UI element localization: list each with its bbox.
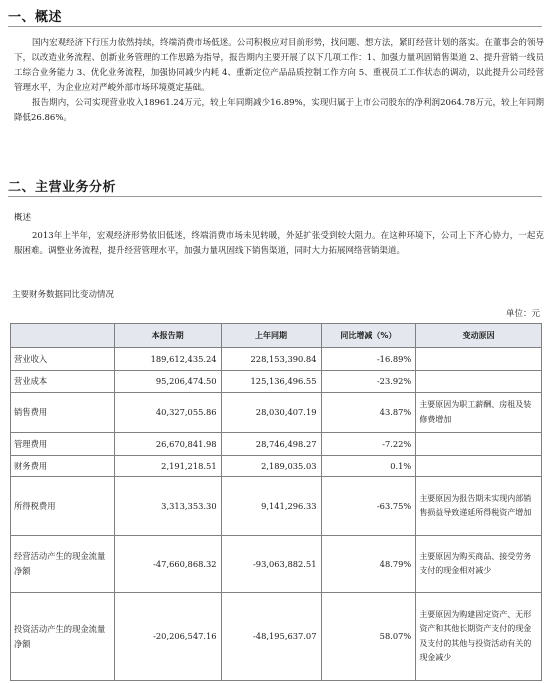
row-item: 所得税费用 bbox=[11, 477, 115, 536]
row-item: 管理费用 bbox=[11, 433, 115, 456]
row-item: 营业成本 bbox=[11, 371, 115, 393]
row-previous: 28,746,498.27 bbox=[221, 433, 321, 456]
row-item: 销售费用 bbox=[11, 393, 115, 433]
row-reason: 主要原因为购买商品、接受劳务支付的现金相对减少 bbox=[416, 536, 542, 593]
overview-paragraph: 国内宏观经济下行压力依然持续，终端消费市场低迷。公司积极应对目前形势，找问题、想方法，紧盯经营计划的落实。在董事会的领导下，以改造业务流程、创新业务管理的工作思路为指导，报告期内主要开展了以下几项工作：1、加强力量巩固销售渠道 2、提升营销一线员工综合业务能力 3、优化业务流程，加强协同减少内耗 4、重新定位产品品质控制工作方向 5、重视员工工作状态的调动，以此提升公司经营管理水平，为企业应对严峻外部市场环境奠定基础。 bbox=[14, 38, 544, 93]
table-row bbox=[11, 536, 542, 593]
row-reason bbox=[416, 433, 542, 456]
row-previous: -48,195,637.07 bbox=[221, 593, 321, 681]
row-previous: 28,030,407.19 bbox=[221, 393, 321, 433]
row-change: 48.79% bbox=[321, 536, 416, 593]
row-previous: 2,189,035.03 bbox=[221, 456, 321, 477]
row-item: 经营活动产生的现金流量净额 bbox=[11, 536, 115, 593]
section2-divider bbox=[8, 196, 542, 197]
row-current: -20,206,547.16 bbox=[114, 593, 221, 681]
table-row bbox=[11, 456, 542, 477]
row-change: -23.92% bbox=[321, 371, 416, 393]
table-row bbox=[11, 433, 542, 456]
header-previous-period: 上年同期 bbox=[221, 324, 321, 348]
row-current: 26,670,841.98 bbox=[114, 433, 221, 456]
unit-label: 单位：元 bbox=[505, 309, 540, 319]
results-paragraph: 报告期内，公司实现营业收入18961.24万元，较上年同期减少16.89%，实现归属于上市公司股东的净利润2064.78万元，较上年同期降低26.86%。 bbox=[14, 98, 544, 123]
row-change: -63.75% bbox=[321, 477, 416, 536]
row-item: 投资活动产生的现金流量净额 bbox=[11, 593, 115, 681]
business-overview-paragraph: 2013年上半年，宏观经济形势依旧低迷，终端消费市场未见转暖，外延扩张受到较大阻力。在这种环境下，公司上下齐心协力，一起克服困难。调整业务流程，提升经营管理水平，加强力量巩固线下销售渠道，同时大力拓展网络营销渠道。 bbox=[14, 231, 544, 256]
financial-change-table bbox=[10, 323, 542, 681]
row-previous: 125,136,496.55 bbox=[221, 371, 321, 393]
header-change-percent: 同比增减（%） bbox=[321, 324, 416, 348]
row-item: 财务费用 bbox=[11, 456, 115, 477]
row-reason: 主要原因为购建固定资产、无形资产和其他长期资产支付的现金及支付的其他与投资活动有关的现金减少 bbox=[416, 593, 542, 681]
table-row bbox=[11, 348, 542, 371]
row-reason bbox=[416, 348, 542, 371]
row-change: -16.89% bbox=[321, 348, 416, 371]
table-row bbox=[11, 393, 542, 433]
row-current: -47,660,868.32 bbox=[114, 536, 221, 593]
row-change: 58.07% bbox=[321, 593, 416, 681]
row-previous: 9,141,296.33 bbox=[221, 477, 321, 536]
subsection-title: 概述 bbox=[14, 213, 32, 223]
row-item: 营业收入 bbox=[11, 348, 115, 371]
row-reason: 主要原因为报告期未实现内部销售损益导致递延所得税资产增加 bbox=[416, 477, 542, 536]
table-caption: 主要财务数据同比变动情况 bbox=[12, 290, 115, 300]
section1-divider bbox=[8, 26, 542, 27]
row-current: 3,313,353.30 bbox=[114, 477, 221, 536]
row-current: 95,206,474.50 bbox=[114, 371, 221, 393]
row-change: -7.22% bbox=[321, 433, 416, 456]
table-header-row bbox=[11, 324, 542, 348]
header-item bbox=[11, 324, 115, 348]
table-row bbox=[11, 371, 542, 393]
header-reason: 变动原因 bbox=[416, 324, 542, 348]
row-change: 0.1% bbox=[321, 456, 416, 477]
row-current: 189,612,435.24 bbox=[114, 348, 221, 371]
table-row bbox=[11, 477, 542, 536]
row-previous: -93,063,882.51 bbox=[221, 536, 321, 593]
row-reason bbox=[416, 456, 542, 477]
row-reason: 主要原因为职工薪酬、房租及装修费增加 bbox=[416, 393, 542, 433]
table-row bbox=[11, 593, 542, 681]
row-current: 2,191,218.51 bbox=[114, 456, 221, 477]
row-reason bbox=[416, 371, 542, 393]
section1-heading: 一、概述 bbox=[8, 10, 63, 25]
row-change: 43.87% bbox=[321, 393, 416, 433]
section2-body bbox=[14, 229, 544, 259]
row-previous: 228,153,390.84 bbox=[221, 348, 321, 371]
row-current: 40,327,055.86 bbox=[114, 393, 221, 433]
section1-body bbox=[14, 36, 544, 126]
section2-heading: 二、主营业务分析 bbox=[8, 180, 117, 195]
header-current-period: 本报告期 bbox=[114, 324, 221, 348]
